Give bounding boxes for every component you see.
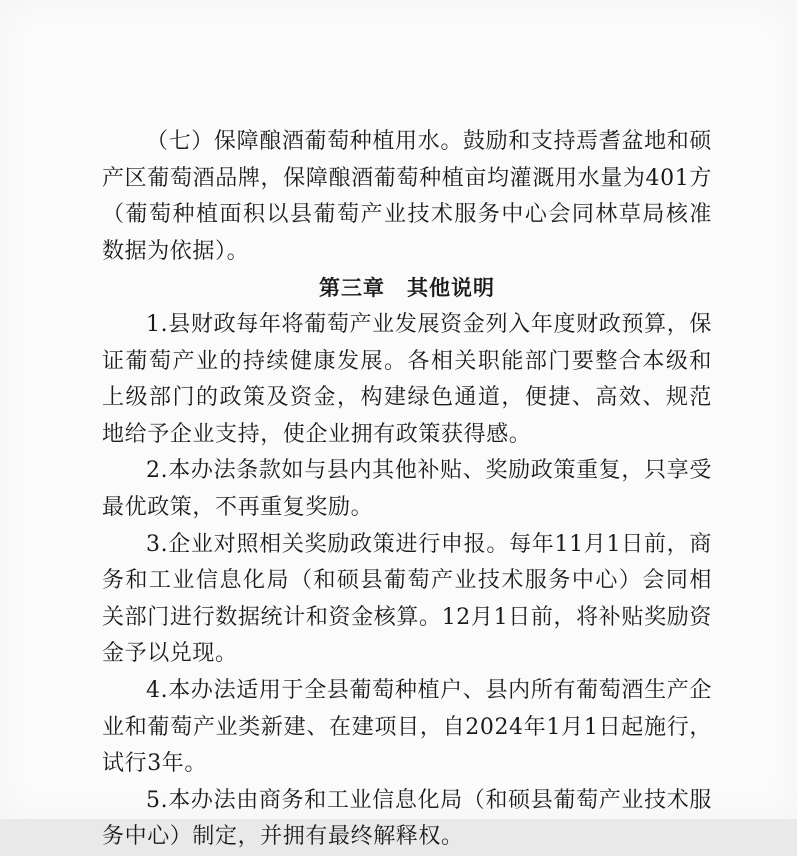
item-2-paragraph: 2.本办法条款如与县内其他补贴、奖励政策重复，只享受最优政策，不再重复奖励。	[102, 458, 712, 520]
chapter-title: 第三章 其他说明	[319, 276, 495, 301]
item-1-paragraph: 1.县财政每年将葡萄产业发展资金列入年度财政预算，保证葡萄产业的持续健康发展。各相关职能部门要整合本级和上级部门的政策及资金，构建绿色通道，便捷、高效、规范地给予企业支持，使企业拥有政策获得感。	[102, 311, 712, 447]
item-4-paragraph: 4.本办法适用于全县葡萄种植户、县内所有葡萄酒生产企业和葡萄产业类新建、在建项目，自2024年1月1日起施行，试行3年。	[102, 677, 712, 777]
document-body	[102, 124, 712, 856]
item-3-paragraph: 3.企业对照相关奖励政策进行申报。每年11月1日前，商务和工业信息化局（和硕县葡萄产业技术服务中心）会同相关部门进行数据统计和资金核算。12月1日前，将补贴奖励资金予以兑现。	[102, 531, 712, 667]
item-5-paragraph: 5.本办法由商务和工业信息化局（和硕县葡萄产业技术服务中心）制定，并拥有最终解释权。	[102, 787, 712, 850]
section-7-paragraph: （七）保障酿酒葡萄种植用水。鼓励和支持焉耆盆地和硕产区葡萄酒品牌，保障酿酒葡萄种植亩均灌溉用水量为401方（葡萄种植面积以县葡萄产业技术服务中心会同林草局核准数据为依据）。	[102, 129, 712, 264]
